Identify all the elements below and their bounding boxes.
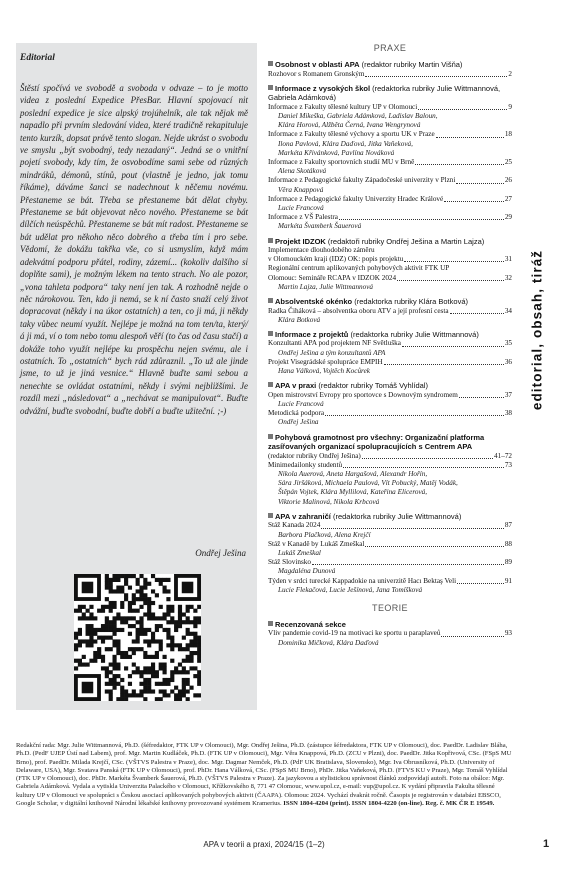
dot-leader (397, 280, 504, 281)
toc-section (268, 381, 512, 427)
entry-page: 35 (504, 339, 512, 348)
editorial-title: Editorial (20, 53, 55, 63)
section-title: Informace z projektů (275, 329, 349, 339)
section-heading (268, 60, 512, 70)
entry-page: 31 (504, 255, 512, 264)
entry-page: 91 (504, 576, 512, 585)
toc-entry[interactable] (268, 130, 512, 139)
dot-leader (444, 201, 504, 202)
entry-title: Informace z VŠ Palestra (268, 213, 338, 222)
toc-entry[interactable] (268, 274, 512, 283)
entry-page: 29 (504, 213, 512, 222)
entry-authors: Ondřej Ješina (278, 418, 319, 427)
section-heading (268, 237, 512, 247)
dot-leader (362, 458, 493, 459)
page-number: 1 (543, 838, 550, 850)
dot-leader (459, 397, 504, 398)
toc-entry[interactable] (268, 176, 512, 185)
entry-page: 9 (508, 102, 512, 111)
editorial-signature: Ondřej Ješina (195, 548, 246, 558)
footer: APA v teorii a praxi, 2024/15 (1–2) (203, 840, 325, 849)
dot-leader (365, 546, 503, 547)
section-title: Pohybová gramotnost pro všechny: Organizační platforma zasířovaných organizací spolupracujících s Centrem APA (268, 432, 485, 452)
entry-title: Olomouc: Semináře RCAPA v IDZOK 2024 (268, 273, 397, 282)
qr-code (74, 574, 201, 701)
bullet-square-icon (268, 238, 273, 243)
entry-title: Informace z Fakulty tělesné výchovy a sportu UK v Praze (268, 130, 435, 139)
entry-title: Radka Čiháková – absolventka oboru ATV a její profesní cesta (268, 306, 449, 315)
toc-entry[interactable] (268, 255, 512, 264)
toc-section (268, 237, 512, 293)
toc-section (268, 620, 512, 648)
toc-entry[interactable] (268, 264, 512, 273)
toc-entry[interactable] (268, 339, 512, 348)
toc-entry[interactable] (268, 307, 512, 316)
entry-title: Informace z Pedagogické fakulty Univerzity Hradec Králové (268, 194, 444, 203)
entry-authors: Lucie Flekačová, Lucie Ješínová, Jana Tomíšková (278, 585, 423, 594)
bullet-square-icon (268, 85, 273, 90)
entry-authors: Klára Horová, Alžběta Černá, Ivana Wengrynová (278, 121, 421, 130)
section-heading (268, 512, 512, 522)
entry-authors: Nikola Auerová, Aneta Hargašová, Alexandr Hořín, (278, 470, 428, 478)
credits (16, 742, 512, 808)
toc-entry[interactable] (268, 158, 512, 167)
bullet-square-icon (268, 621, 273, 626)
entry-title: Informace z Pedagogické fakulty Západočeské univerzity v Plzni (268, 176, 456, 185)
bullet-square-icon (268, 331, 273, 336)
entry-page: 41–72 (494, 451, 512, 460)
section-heading (268, 620, 512, 630)
entry-page: 38 (504, 409, 512, 418)
toc-section (268, 433, 512, 507)
section-title: Projekt IDZOK (275, 236, 326, 246)
dot-leader (441, 636, 503, 637)
entry-authors: Ondřej Ješina a tým konzultantů APA (278, 348, 386, 357)
section-heading (268, 84, 512, 103)
entry-authors: Daniel Mikeška, Gabriela Adámková, Ladislav Baloun, (278, 111, 438, 120)
section-title: Recenzovaná sekce (275, 619, 346, 629)
toc-section (268, 60, 512, 79)
praxe-list (268, 60, 512, 595)
dot-leader (365, 76, 507, 77)
entry-page: 36 (504, 357, 512, 366)
entry-authors: Hana Válková, Vojtěch Kocůrek (278, 367, 370, 376)
section-title: APA v zahraničí (275, 511, 331, 521)
dot-leader (325, 415, 504, 416)
praxe-heading: PRAXE (373, 43, 407, 53)
section-editor: (redaktoři rubriky Ondřej Ješina a Martin Lajza) (325, 236, 485, 246)
entry-authors: Alena Skotáková (278, 167, 327, 176)
entry-authors: Markéta Švamberk Šauerová (278, 222, 362, 231)
entry-page: 37 (504, 390, 512, 399)
section-editor: (redaktorka rubriky Julie Wittmannová) (348, 329, 479, 339)
toc-entry[interactable] (268, 391, 512, 400)
entry-page: 88 (504, 539, 512, 548)
entry-title: Konzultanti APA pod projektem NF Světluška (268, 339, 401, 348)
section-editor: (redaktor rubriky Martin Višňa) (359, 60, 463, 69)
entry-title: Stáž v Kanadě by Lukáš Zmeškal (268, 539, 365, 548)
bullet-square-icon (268, 298, 273, 303)
entry-title: Implementace dlouhodobého záměru (268, 246, 375, 255)
toc-section (268, 297, 512, 325)
section-title: Osobnost v oblasti APA (275, 60, 360, 69)
entry-authors: Štěpán Vojtek, Klára Myllilová, Kateřina Elicerová, (278, 488, 428, 497)
credits-text: Redakční rada: Mgr. Julie Wittmannová, Ph.D. (šéfredaktor, FTK UP v Olomouci), Mgr. Ondřej Ješina, Ph.D. (zástupce šéfredaktora, FTK UP v Olomouci), doc. PaedDr. Ladislav Bláha, Ph.D. (PedF UJEP Ústí nad Labem), prof. Mgr. Martin Kudláček, Ph.D. (FTK UP v Olomouci), Mgr. Věra Knappová, Ph.D. (ZCU v Plzni), doc. PaedDr. Jitka Kopřivová, CSc. (FSpS MU Brno), prof. PaedDr. Milada Krejčí, CSc. (VŠTVS Palestra v Praze), doc. Mgr. Dagmar Nemček, Ph.D. (PdF UK Bratislava, Slovensko), Mgr. Iva Obrusníková, Ph.D. (University of Delaware, USA), Mgr. Svatava Panská (FTK UP v Olomouci), prof. PhDr. Hana Válková, CSc. (FSpS MU Brno), PhDr. Jitka Vaňeková, Ph.D. (FTVS KU v Praze), Mgr. Tomáš Vyhlídal (FTK UP v Olomouci), doc. PhDr. Markéta Švamberk Šauerová, Ph.D. (VŠTVS Palestra v Praze). Za jazykovou a stylistickou správnost článků zodpovídají autoři. Foto na obálce: Mgr. Gabriela Adámková. Vydala a vytiskla Univerzita Palackého v Olomouci, Křížkovského 8, 771 47 Olomouc, www.upol.cz, e-mail: vup@upol.cz. K vydání připravila Fakulta tělesné kultury UP v Olomouci ve spolupráci s Českou asociací aplikovaných pohybových aktivit (ČAAPA). Olomouc 2024. Vychází dvakrát ročně. Časopis je registrován v databázi EBSCO, Google Scholar, v digitální knihovně Národní lékařské knihovny provozované systémem Kramerius. (16, 742, 512, 808)
entry-page: 93 (504, 629, 512, 638)
entry-page: 26 (504, 176, 512, 185)
section-title: APA v praxi (275, 381, 317, 391)
dot-leader (418, 109, 507, 110)
section-editor: (redaktorka rubriky Julie Wittmannová) (330, 511, 462, 521)
section-heading (268, 330, 512, 340)
entry-authors: Viktorie Malinová, Nikola Krbcová (278, 497, 380, 506)
dot-leader (415, 164, 503, 165)
dot-leader (343, 467, 504, 468)
toc-entry[interactable] (268, 195, 512, 204)
entry-authors: Lucie Francová (278, 399, 324, 408)
section-editor: (redaktorka rubriky Julie Wittmannová, Gabriela Adámková) (268, 83, 501, 103)
toc-entry[interactable] (268, 103, 512, 112)
entry-title: (redaktor rubriky Ondřej Ješina) (268, 451, 361, 460)
teorie-list (268, 620, 512, 648)
toc-entry[interactable] (268, 246, 512, 255)
issn: ISSN 1804-4204 (print). ISSN 1804-4220 (on-line). Reg. č. MK ČR E 19549. (283, 800, 495, 808)
teorie-heading: TEORIE (372, 602, 408, 613)
toc-entry[interactable] (268, 358, 512, 367)
dot-leader (402, 346, 504, 347)
entry-authors: Magdaléna Dunová (278, 567, 336, 576)
toc-entry[interactable] (268, 213, 512, 222)
dot-leader (457, 583, 504, 584)
toc-entry[interactable] (268, 409, 512, 418)
entry-authors: Věra Knappová (278, 185, 324, 194)
entry-page: 89 (504, 558, 512, 567)
section-editor: (redaktor rubriky Tomáš Vyhlídal) (316, 381, 428, 391)
entry-title: Rozhovor s Romanem Gronským (268, 69, 365, 78)
entry-title: Projekt Visegrádské spolupráce EMPIH (268, 357, 383, 366)
entry-page: 27 (504, 194, 512, 203)
table-of-contents (268, 43, 512, 727)
entry-title: Stáž Kanada 2024 (268, 521, 321, 530)
dot-leader (321, 528, 504, 529)
entry-authors: Lucie Francová (278, 203, 324, 212)
entry-title: Regionální centrum aplikovaných pohybových aktivit FTK UP (268, 264, 450, 273)
entry-title: Informace z Fakulty tělesné kultury UP v Olomouci (268, 102, 418, 111)
toc-entry[interactable] (268, 540, 512, 549)
entry-page: 18 (504, 130, 512, 139)
section-heading (268, 433, 512, 452)
editorial-body: Štěstí spočívá ve svobodě a svoboda v odvaze – to je motto videa z poslední Expedice PřesBar. Hlavní spojovací nit poslední expedice je sice alpský trojúhelník, ale tak nějak mě napadlo při prvním sledování videa, které tradičně rekapituluje tento kurzík, dopsat právě tento slogan. Nejde ukrást o svobodu ve smyslu „být svobodný, tedy nezadaný“. Jedná se o vnitřní pojetí svobody, kdy tím, že osvobodíme sami sebe od různých mindráků, démonů, stínů, pout (vlastně je jedno, jak tomu říkáme), dáváme šanci se nadechnout k něčemu novému. Přestaneme se bát. Třeba se přestaneme bát dělat chyby. Přestaneme se bát objevovat něco nového. Přestaneme se bát dílčích neúspěchů. Přestaneme se bát mít radost. Přestaneme se bát udělat pro někoho něco dobrého a třeba tím i pro sebe. Vědomí, že dokážu takřka vše, co si usmyslím, když mám adekvátní podporu přátel, rodiny, zázemí... (kokoliv dalšího si doplňte sami), je možným lékem na tento strach. No ale pozor, „vona tahleta podpora“ taky není jen tak. A rozhodně nejde o něc nárokovou. Ten, kdo ji nemá, se k ní často snaží celý život dopracovat (někdy i na úkor ostatních) a ten, co ji má, ji někdy taky vůbec neumí využít. Nejlépe je možná na tom ten/ta, který/á ji má, ví o tom nebo tomu alespoň věří (to čas od času stačí) a dokáže toho využít nejlépe ku prospěchu nejen svému, ale i ostatních. To „ostatních“ bych rád zdůraznil. „To už ale jinde jsme, to už je jiná vesnice.“ Hlavně buďte sami sebou a nenechte se ovládat ostatními, někdy i svými nejbližšími. Je rozdíl mezi „následovat“ a „nechávat se manipulovat“. Buďte odvážní, buďte svobodní, buďte dobří a buďte užiteční. ;-) (20, 83, 248, 416)
section-title: Absolventské okénko (275, 297, 353, 307)
dot-leader (450, 313, 504, 314)
entry-title: Minimedailonky studentů (268, 460, 343, 469)
dot-leader (312, 564, 504, 565)
bullet-square-icon (268, 434, 273, 439)
section-heading (268, 297, 512, 307)
toc-entry[interactable] (268, 577, 512, 586)
entry-page: 87 (504, 521, 512, 530)
bullet-square-icon (268, 513, 273, 518)
toc-section (268, 512, 512, 595)
entry-authors: Barbora Plačková, Alena Krejčí (278, 530, 371, 539)
toc-section (268, 84, 512, 232)
entry-page: 32 (504, 273, 512, 282)
entry-authors: Ilona Pavlová, Klára Daďová, Jitka Vaňeková, (278, 139, 413, 148)
entry-title: Stáž Slovinsko (268, 558, 311, 567)
dot-leader (384, 364, 504, 365)
toc-entry[interactable] (268, 558, 512, 567)
toc-entry[interactable] (268, 452, 512, 461)
toc-entry[interactable] (268, 461, 512, 470)
section-editor: (redaktorka rubriky Klára Botková) (352, 297, 468, 307)
entry-page: 2 (508, 69, 512, 78)
toc-entry[interactable] (268, 70, 512, 79)
dot-leader (339, 219, 504, 220)
entry-authors: Markéta Křivánková, Pavlína Nováková (278, 148, 395, 157)
bullet-square-icon (268, 61, 273, 66)
entry-page: 73 (504, 460, 512, 469)
entry-authors: Martin Lajza, Julie Wittmannová (278, 282, 374, 291)
toc-entry[interactable] (268, 521, 512, 530)
dot-leader (404, 261, 503, 262)
entry-title: Metodická podpora (268, 409, 325, 418)
side-label: editorial, obsah, tiráž (529, 249, 545, 411)
entry-page: 25 (504, 157, 512, 166)
toc-entry[interactable] (268, 629, 512, 638)
entry-title: Vliv pandemie covid-19 na motivaci ke sportu u paraplaveů (268, 629, 441, 638)
dot-leader (436, 137, 504, 138)
entry-authors: Klára Botková (278, 315, 321, 324)
dot-leader (456, 183, 503, 184)
entry-title: Informace z Fakulty sportovních studií MU v Brně (268, 157, 415, 166)
toc-section (268, 330, 512, 376)
entry-page: 34 (504, 306, 512, 315)
section-title: Informace z vysokých škol (275, 83, 371, 93)
entry-authors: Dominika Mičková, Klára Daďová (278, 638, 379, 647)
entry-title: v Olomouckém kraji (IDZ) OK: popis projektu (268, 255, 404, 264)
entry-title: Týden v srdci turecké Kappadokie na univerzitě Hacı Bektaş Veli (268, 576, 457, 585)
entry-authors: Sára Jiršáková, Michaela Paulová, Vít Pobucký, Matěj Vodák, (278, 479, 458, 488)
bullet-square-icon (268, 382, 273, 387)
section-heading (268, 381, 512, 391)
entry-title: Open mistrovství Evropy pro sportovce s Downovým syndromem (268, 390, 458, 399)
entry-authors: Lukáš Zmeškal (278, 548, 321, 557)
